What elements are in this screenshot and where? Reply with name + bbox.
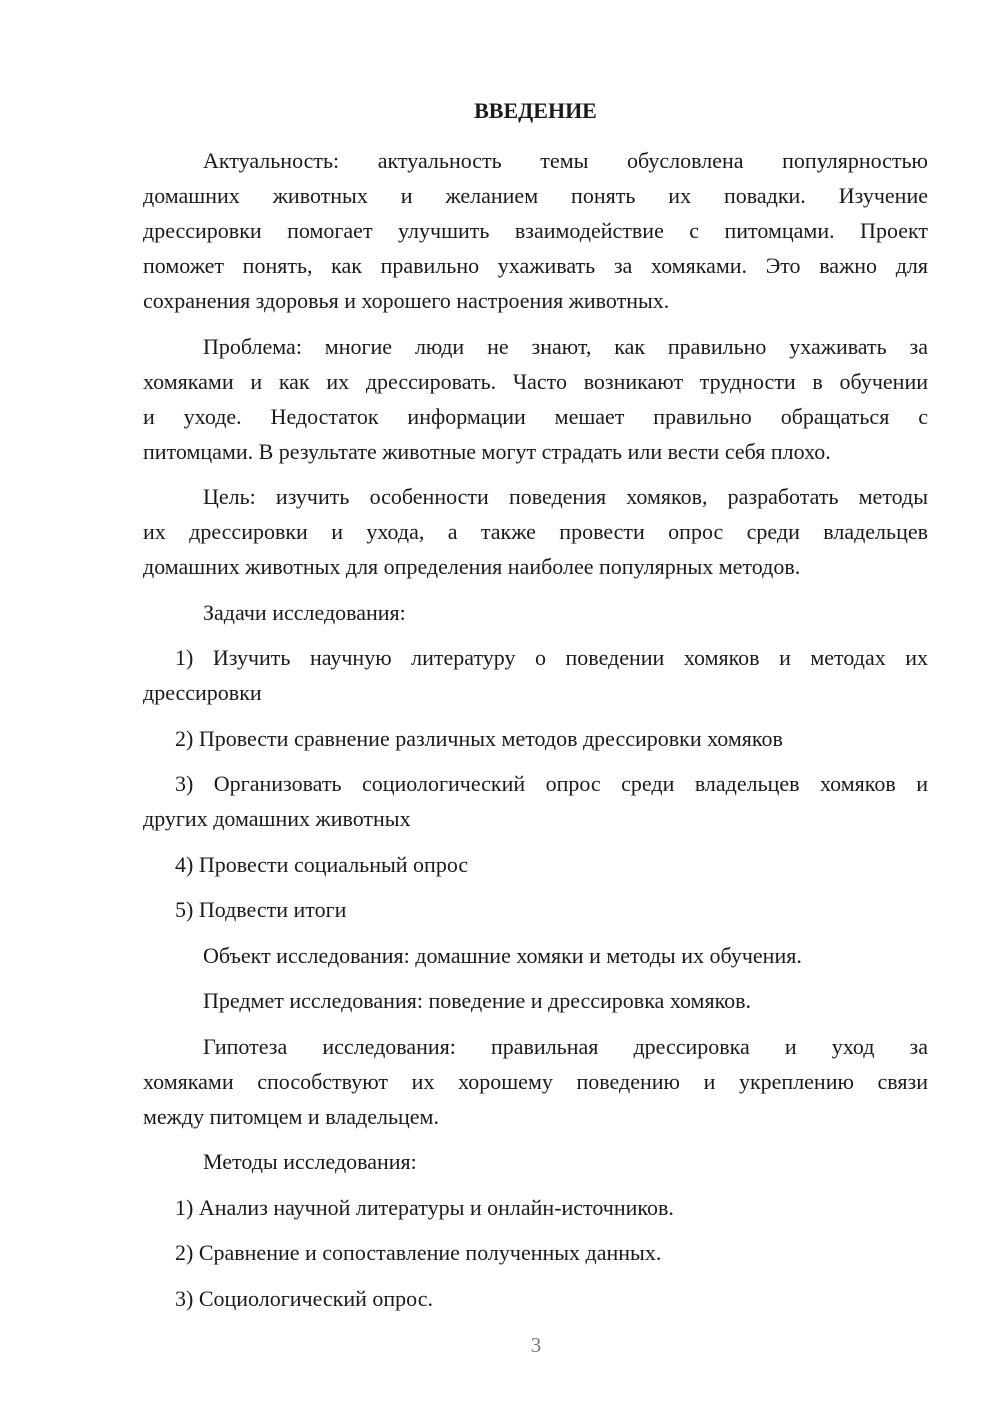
- list-item: [143, 892, 928, 927]
- paragraph: [143, 329, 928, 469]
- text-line: их дрессировки и ухода, а также провести опрос среди владельцев: [143, 519, 928, 544]
- document-page: [143, 93, 928, 1326]
- page-number: 3: [530, 1333, 542, 1357]
- text-line: других домашних животных: [143, 806, 411, 831]
- text-line: домашних животных и желанием понять их повадки. Изучение: [143, 183, 928, 208]
- text-line: домашних животных для определения наиболее популярных методов.: [143, 554, 801, 579]
- list-item: [143, 1190, 928, 1225]
- text-line: Предмет исследования: поведение и дрессировка хомяков.: [203, 988, 752, 1013]
- text-line: между питомцем и владельцем.: [143, 1103, 439, 1129]
- text-line: питомцами. В результате животные могут страдать или вести себя плохо.: [143, 438, 831, 464]
- text-line: Проблема: многие люди не знают, как правильно ухаживать за: [203, 333, 928, 359]
- text-line: Цель: изучить особенности поведения хомяков, разработать методы: [203, 484, 928, 509]
- paragraph: [143, 479, 928, 584]
- paragraph: [143, 938, 928, 973]
- paragraph: [143, 1144, 928, 1179]
- text-line: 1) Изучить научную литературу о поведении хомяков и методах их: [175, 645, 928, 670]
- paragraph: [143, 143, 928, 318]
- text-line: Задачи исследования:: [203, 599, 406, 625]
- list-item: [143, 1281, 928, 1316]
- text-line: 4) Провести социальный опрос: [175, 851, 469, 877]
- list-item: [143, 721, 928, 756]
- text-line: Методы исследования:: [203, 1149, 417, 1174]
- text-line: Актуальность: актуальность темы обусловлена популярностью: [203, 148, 928, 173]
- text-line: 5) Подвести итоги: [175, 897, 347, 922]
- section-title: ВВЕДЕНИЕ: [474, 98, 597, 123]
- text-line: поможет понять, как правильно ухаживать за хомяками. Это важно для: [143, 253, 928, 278]
- list-item: [143, 847, 928, 882]
- text-line: дрессировки помогает улучшить взаимодействие с питомцами. Проект: [143, 218, 928, 243]
- text-line: Объект исследования: домашние хомяки и методы их обучения.: [203, 942, 802, 968]
- list-item: [143, 766, 928, 836]
- text-line: сохранения здоровья и хорошего настроения животных.: [143, 288, 670, 313]
- list-item: [143, 1235, 928, 1270]
- document-body: [143, 143, 928, 1316]
- text-line: Гипотеза исследования: правильная дрессировка и уход за: [203, 1033, 928, 1059]
- text-line: 2) Сравнение и сопоставление полученных данных.: [175, 1240, 662, 1265]
- text-line: и уходе. Недостаток информации мешает правильно обращаться с: [143, 403, 928, 429]
- text-line: 3) Организовать социологический опрос среди владельцев хомяков и: [175, 771, 928, 796]
- text-line: 1) Анализ научной литературы и онлайн-источников.: [175, 1194, 674, 1220]
- list-item: [143, 640, 928, 710]
- paragraph: [143, 1029, 928, 1134]
- paragraph: [143, 983, 928, 1018]
- text-line: 3) Социологический опрос.: [175, 1285, 433, 1311]
- text-line: хомяками способствуют их хорошему поведению и укреплению связи: [143, 1068, 928, 1094]
- text-line: 2) Провести сравнение различных методов дрессировки хомяков: [175, 725, 783, 751]
- text-line: дрессировки: [143, 680, 262, 705]
- paragraph: [143, 595, 928, 630]
- text-line: хомяками и как их дрессировать. Часто возникают трудности в обучении: [143, 368, 928, 394]
